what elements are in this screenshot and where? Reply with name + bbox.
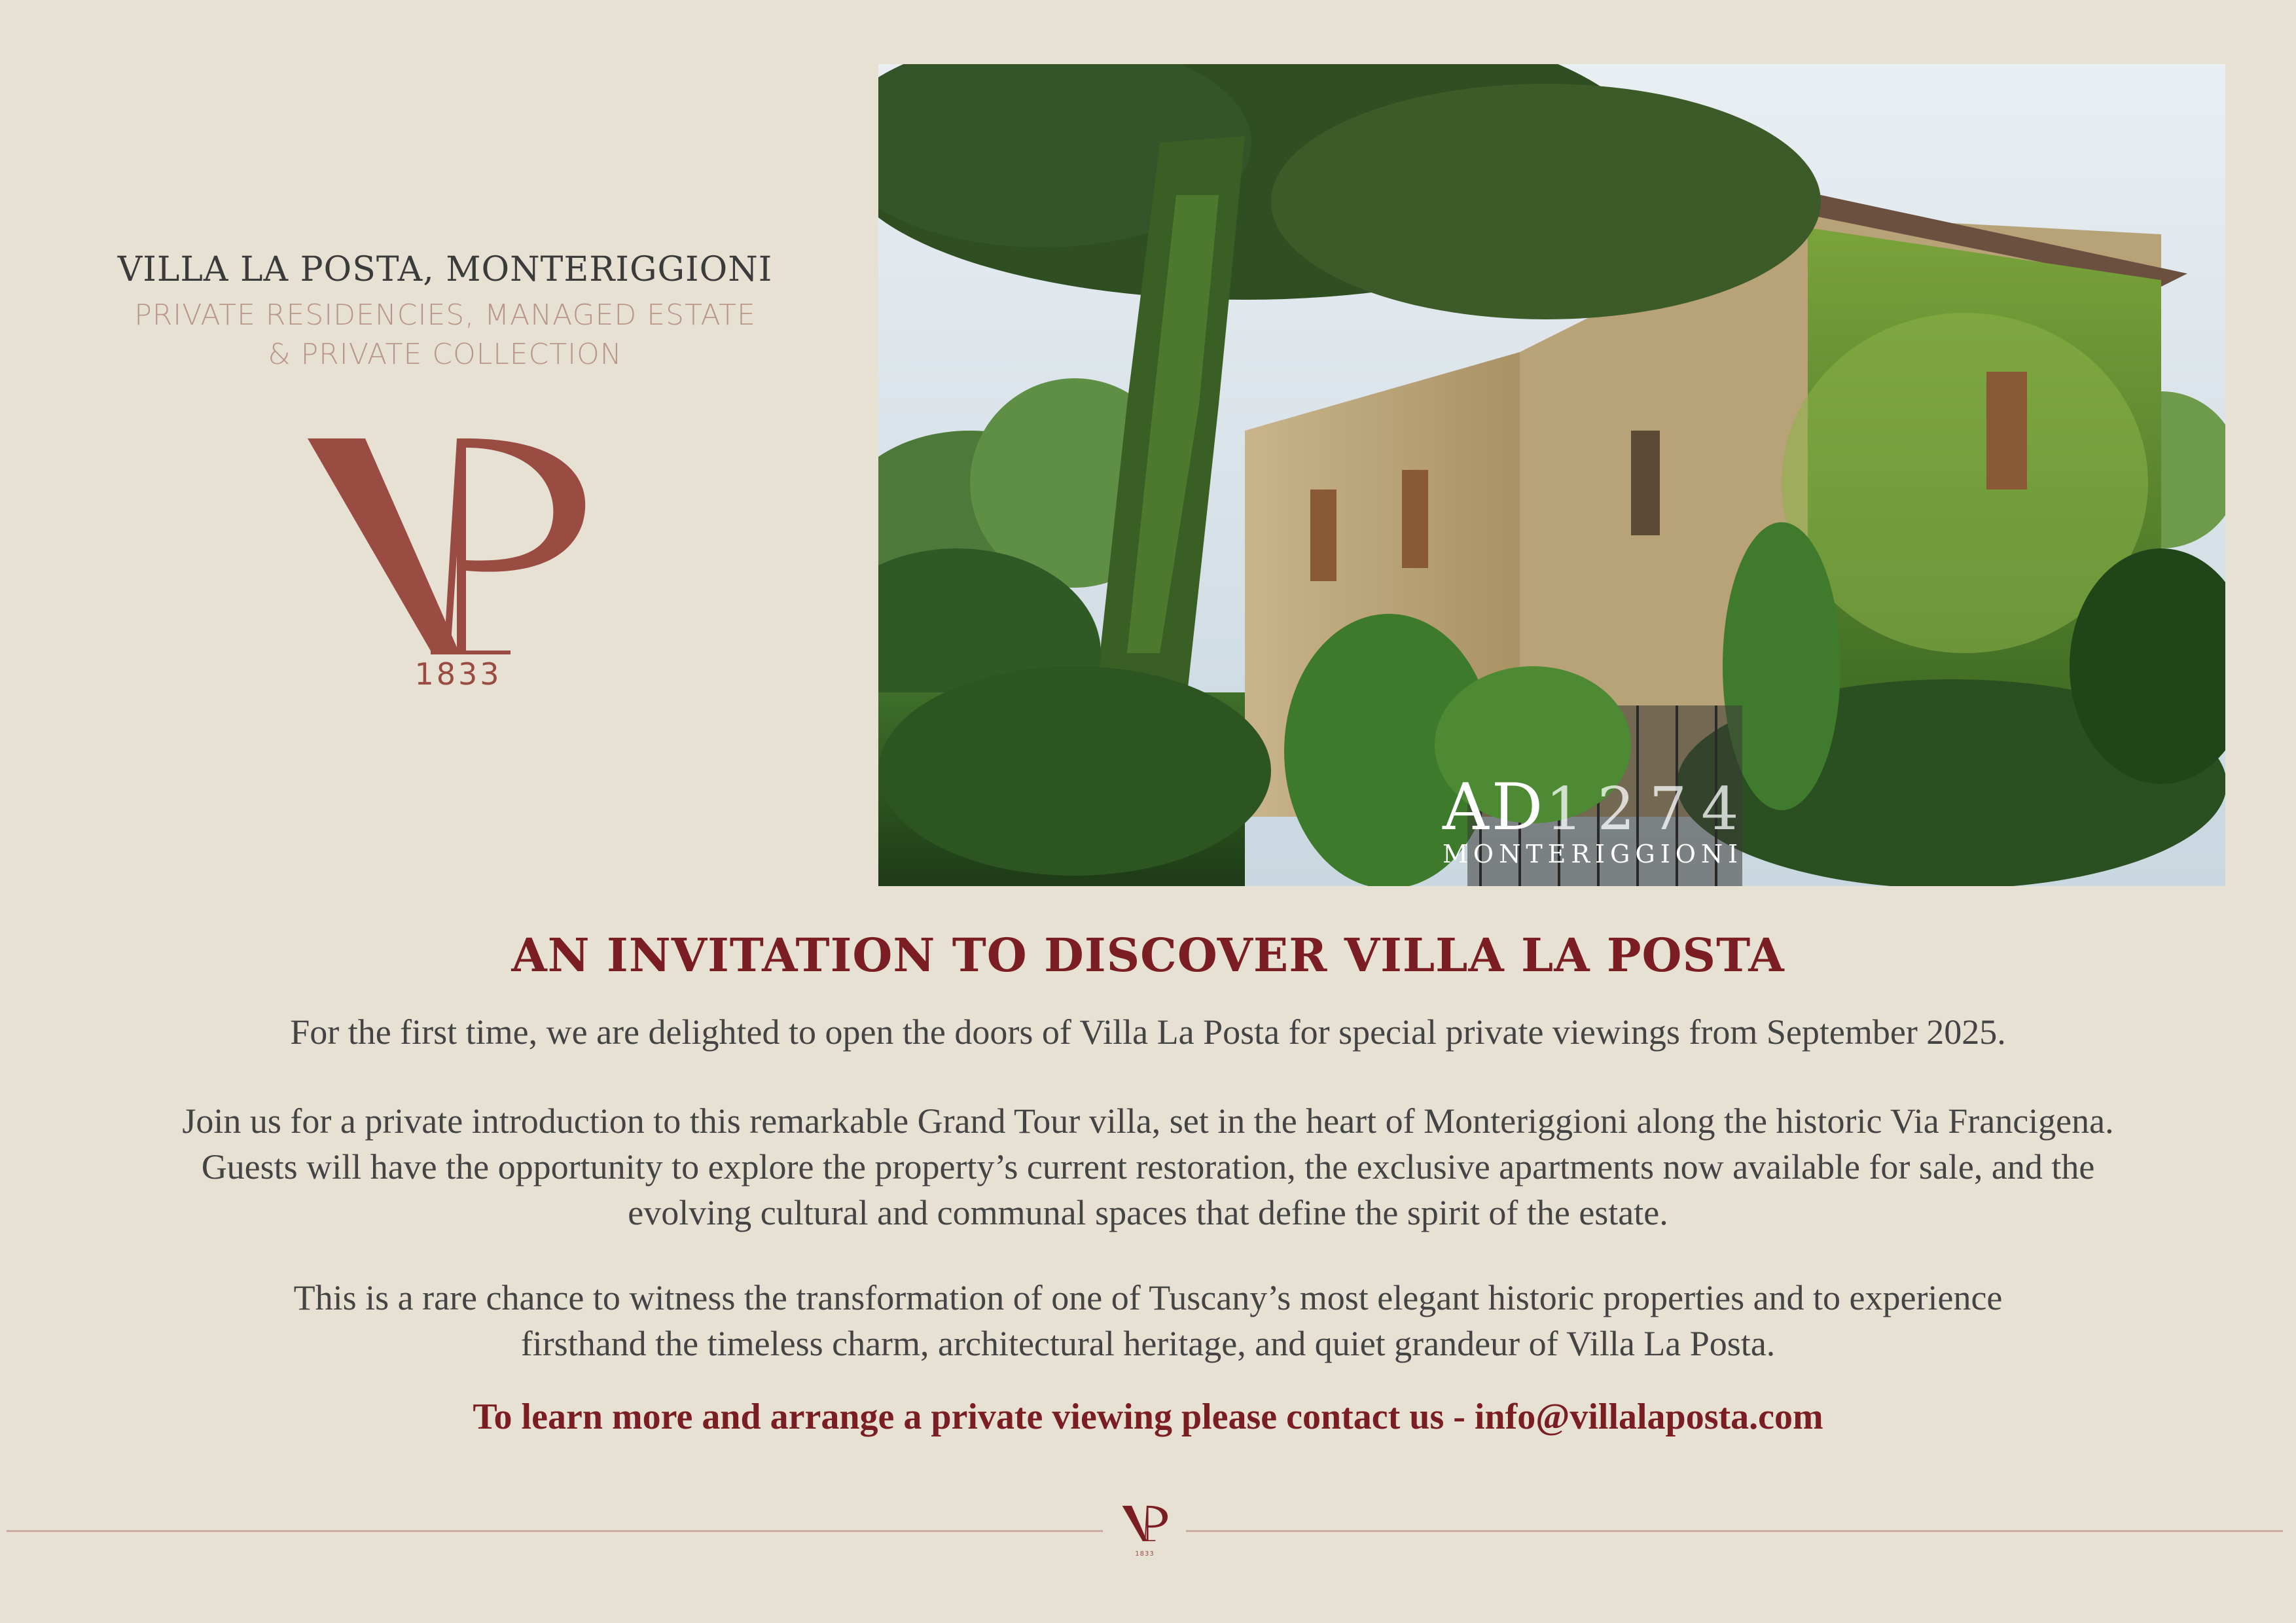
paragraph-closing-line: firsthand the timeless charm, architectural heritage, and quiet grandeur of Villa La Posta. (520, 1324, 1776, 1363)
photo-watermark (1443, 770, 1861, 868)
paragraph-closing-line: This is a rare chance to witness the transformation of one of Tuscany’s most elegant historic properties and to experience (293, 1278, 2003, 1317)
paragraph-details-line: evolving cultural and communal spaces that define the spirit of the estate. (628, 1193, 1668, 1232)
footer-divider-right (1186, 1530, 2283, 1532)
logo-year: 1833 (414, 656, 502, 692)
contact-call-to-action: To learn more and arrange a private viewing please contact us - info@villalaposta.com (473, 1397, 1823, 1437)
paragraph-details (65, 1098, 2231, 1236)
footer-divider-left (7, 1530, 1103, 1532)
watermark-prefix: AD (1443, 770, 1546, 845)
paragraph-details-line: Join us for a private introduction to this remarkable Grand Tour villa, set in the heart of Monteriggioni along the historic Via Francigena. (182, 1101, 2114, 1141)
invitation-content (65, 916, 2231, 1440)
paragraph-intro (65, 1009, 2231, 1055)
paragraph-details-line: Guests will have the opportunity to explore the property’s current restoration, the exclusive apartments now available for sale, and the (201, 1147, 2095, 1186)
watermark-year: 1274 (1545, 775, 1753, 844)
subtitle-line-2: & PRIVATE COLLECTION (268, 338, 622, 371)
paragraph-closing (65, 1275, 2231, 1366)
villa-title: VILLA LA POSTA, MONTERIGGIONI (117, 250, 773, 289)
header-block (79, 243, 812, 374)
footer-logo-year: 1833 (1135, 1550, 1155, 1558)
subtitle-line-1: PRIVATE RESIDENCIES, MANAGED ESTATE (134, 298, 756, 332)
paragraph-intro-text: For the first time, we are delighted to open the doors of Villa La Posta for special private viewings from September 2025. (290, 1012, 2006, 1052)
footer-vp-logo (1115, 1503, 1175, 1550)
invitation-headline: AN INVITATION TO DISCOVER VILLA LA POSTA (511, 928, 1785, 982)
villa-photo (878, 64, 2225, 886)
watermark-place: MONTERIGGIONI (1443, 840, 1744, 868)
